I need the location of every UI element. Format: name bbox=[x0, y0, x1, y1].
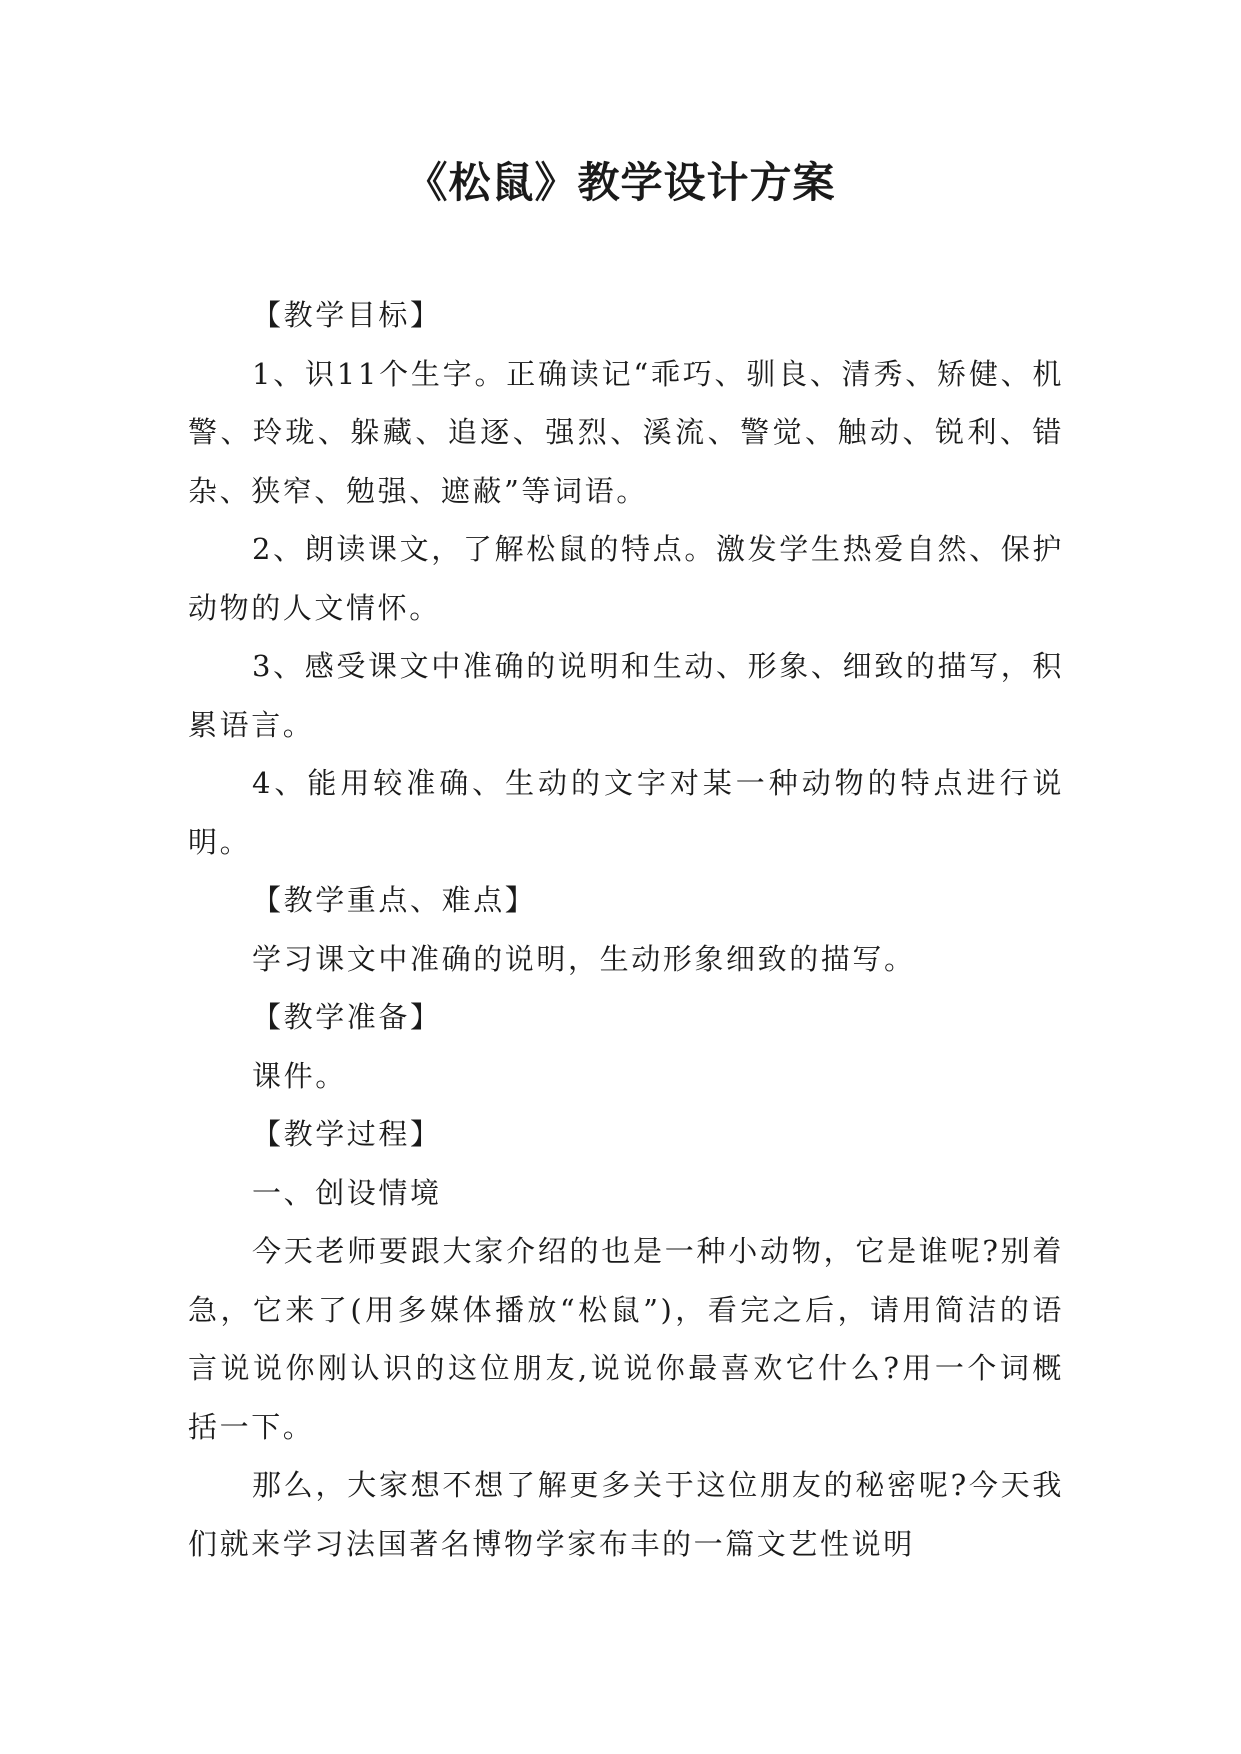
objective-item-4: 4、能用较准确、生动的文字对某一种动物的特点进行说明。 bbox=[188, 766, 1064, 859]
objective-item-2: 2、朗读课文，了解松鼠的特点。激发学生热爱自然、保护动物的人文情怀。 bbox=[188, 532, 1064, 625]
objective-item-3: 3、感受课文中准确的说明和生动、形象、细致的描写，积累语言。 bbox=[188, 649, 1064, 742]
process-step-heading: 一、创设情境 bbox=[252, 1175, 442, 1210]
section-heading-objectives: 【教学目标】 bbox=[252, 298, 442, 332]
document-title: 《松鼠》教学设计方案 bbox=[405, 158, 836, 207]
preparation-text: 课件。 bbox=[252, 1058, 347, 1093]
key-points-text: 学习课文中准确的说明，生动形象细致的描写。 bbox=[252, 941, 916, 976]
document-body bbox=[188, 286, 1064, 1573]
body-paragraph: 今天老师要跟大家介绍的也是一种小动物，它是谁呢?别着急，它来了(用多媒体播放“松鼠”)，看完之后，请用简洁的语言说说你刚认识的这位朋友,说说你最喜欢它什么?用一个词概括一下。 bbox=[188, 1234, 1064, 1444]
section-heading-preparation: 【教学准备】 bbox=[252, 1000, 442, 1034]
body-paragraph: 那么，大家想不想了解更多关于这位朋友的秘密呢?今天我们就来学习法国著名博物学家布丰的一篇文艺性说明 bbox=[188, 1468, 1064, 1561]
section-heading-key-points: 【教学重点、难点】 bbox=[252, 883, 537, 917]
objective-item-1: 1、识11个生字。正确读记“乖巧、驯良、清秀、矫健、机警、玲珑、躲藏、追逐、强烈、溪流、警觉、触动、锐利、错杂、狭窄、勉强、遮蔽”等词语。 bbox=[188, 356, 1064, 508]
section-heading-process: 【教学过程】 bbox=[252, 1117, 442, 1151]
